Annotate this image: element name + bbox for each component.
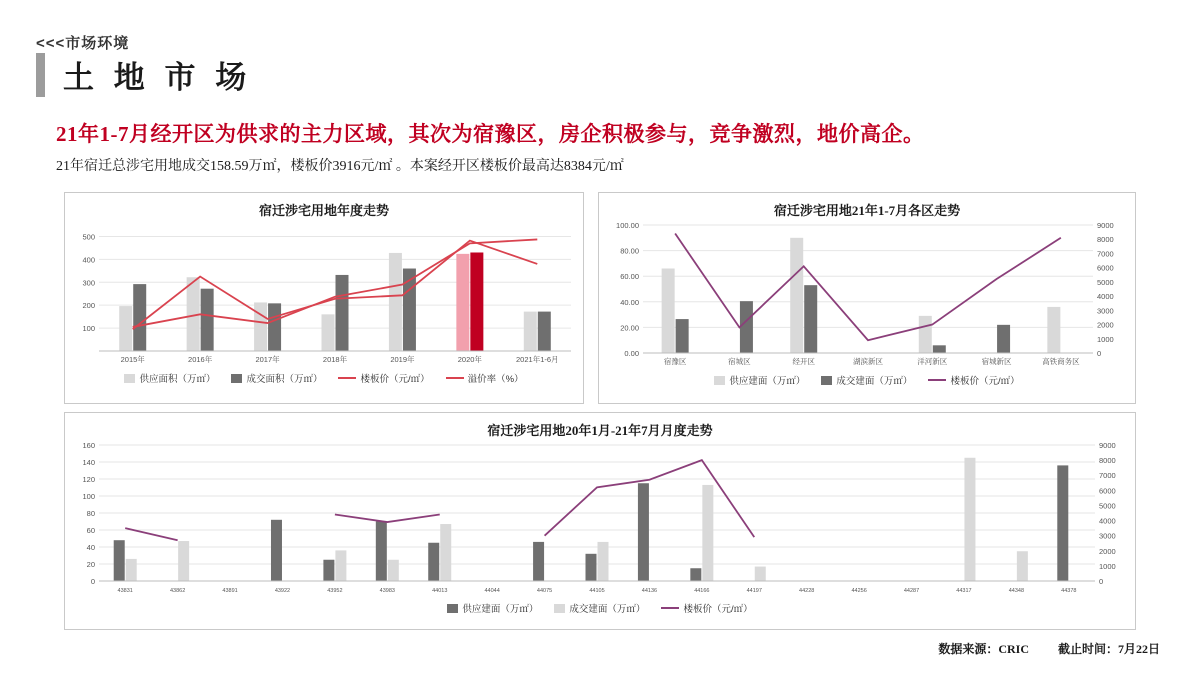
legend-label: 成交面积（万㎡）: [246, 374, 323, 385]
svg-text:44287: 44287: [903, 588, 920, 594]
bar: [538, 312, 551, 351]
svg-text:0: 0: [1099, 577, 1104, 586]
legend-item: [446, 371, 524, 385]
bar: [690, 568, 701, 581]
footer: [912, 640, 1160, 657]
svg-text:2021年1-6月: 2021年1-6月: [516, 355, 559, 364]
svg-text:44348: 44348: [1008, 588, 1025, 594]
bar: [1017, 551, 1028, 581]
legend-label: 楼板价（元/㎡）: [683, 604, 753, 615]
bar: [388, 560, 399, 581]
legend-swatch: [447, 604, 458, 613]
bar: [201, 289, 214, 351]
svg-text:20.00: 20.00: [620, 323, 639, 333]
legend-swatch: [231, 374, 242, 383]
svg-text:0.00: 0.00: [624, 349, 639, 358]
svg-text:8000: 8000: [1099, 456, 1116, 466]
svg-text:43891: 43891: [222, 588, 238, 594]
svg-text:40.00: 40.00: [620, 297, 639, 307]
svg-text:2000: 2000: [1099, 546, 1116, 556]
svg-text:2017年: 2017年: [255, 355, 280, 364]
svg-text:44136: 44136: [641, 588, 658, 594]
title-accent-bar: [36, 53, 45, 97]
legend-label: 成交建面（万㎡）: [836, 376, 913, 387]
svg-text:160: 160: [82, 441, 95, 450]
legend-label: 供应面积（万㎡）: [139, 374, 216, 385]
legend-label: 供应建面（万㎡）: [729, 376, 806, 387]
bar: [790, 238, 803, 353]
bar: [1057, 465, 1068, 581]
legend-year-trend: [65, 371, 583, 385]
bar: [456, 254, 469, 351]
series-line: [675, 234, 1061, 341]
legend-item: [338, 371, 429, 385]
svg-text:2019年: 2019年: [390, 355, 415, 364]
svg-text:洋河新区: 洋河新区: [917, 357, 948, 366]
svg-text:20: 20: [86, 560, 95, 569]
legend-item: [231, 371, 322, 385]
footer-source: 数据来源：CRIC: [938, 642, 1029, 656]
svg-text:200: 200: [82, 301, 95, 311]
chart-svg-district-trend: [599, 219, 1135, 371]
bar: [119, 306, 132, 351]
bar: [335, 550, 346, 581]
svg-text:2016年: 2016年: [188, 355, 213, 364]
legend-line-swatch: [661, 607, 679, 609]
page-title: 土 地 市 场: [63, 60, 253, 95]
series-line: [125, 460, 754, 540]
svg-text:0: 0: [1097, 349, 1102, 358]
plot-area-district: [599, 219, 1135, 371]
svg-text:44166: 44166: [694, 588, 710, 594]
legend-line-swatch: [928, 379, 946, 381]
bar: [428, 543, 439, 581]
footer-cutoff: 截止时间：7月22日: [1057, 642, 1160, 656]
bar: [676, 319, 689, 353]
bar: [598, 542, 609, 581]
bar: [336, 275, 349, 351]
svg-text:60: 60: [86, 526, 95, 535]
chart-title-district: 宿迁涉宅用地21年1-7月各区走势: [773, 203, 961, 218]
legend-label: 楼板价（元/㎡）: [360, 374, 430, 385]
svg-text:高铁商务区: 高铁商务区: [1042, 357, 1080, 366]
bar: [804, 285, 817, 353]
svg-text:44317: 44317: [956, 588, 972, 594]
bar: [919, 316, 932, 353]
breadcrumb: <<<市场环境: [36, 35, 130, 52]
bar: [702, 485, 713, 581]
svg-text:9000: 9000: [1099, 441, 1116, 450]
svg-text:100: 100: [82, 492, 95, 501]
svg-text:5000: 5000: [1097, 277, 1114, 287]
svg-text:44075: 44075: [536, 588, 553, 594]
svg-text:43831: 43831: [117, 588, 133, 594]
svg-text:9000: 9000: [1097, 221, 1114, 230]
legend-item: [554, 601, 645, 615]
chart-title-year-trend: 宿迁涉宅用地年度走势: [258, 203, 389, 218]
svg-text:400: 400: [82, 255, 95, 265]
subheadline: 21年宿迁总涉宅用地成交158.59万㎡，楼板价3916元/㎡ 。本案经开区楼板价最高达8384元/㎡: [56, 159, 624, 174]
legend-label: 楼板价（元/㎡）: [950, 376, 1020, 387]
svg-text:140: 140: [82, 458, 95, 467]
svg-text:7000: 7000: [1099, 471, 1116, 481]
chart-panel-district: [598, 192, 1136, 404]
bar: [933, 345, 946, 353]
svg-text:100.00: 100.00: [616, 221, 639, 230]
svg-text:3000: 3000: [1097, 306, 1114, 316]
bar: [662, 269, 675, 353]
page-title-group: [36, 52, 252, 97]
svg-text:80: 80: [86, 509, 95, 518]
bar: [254, 302, 267, 351]
chart-title-monthly: 宿迁涉宅用地20年1月-21年7月月度走势: [487, 423, 713, 438]
svg-text:43983: 43983: [379, 588, 395, 594]
bar: [322, 314, 335, 351]
legend-item: [124, 371, 215, 385]
legend-line-swatch: [338, 377, 356, 379]
bar: [271, 520, 282, 581]
legend-district: [599, 373, 1135, 387]
svg-text:8000: 8000: [1097, 235, 1114, 245]
svg-text:7000: 7000: [1097, 249, 1114, 259]
svg-text:44228: 44228: [799, 588, 815, 594]
headline: 21年1-7月经开区为供求的主力区域，其次为宿豫区，房企积极参与，竞争激烈，地价高企。: [56, 122, 925, 146]
svg-text:2000: 2000: [1097, 320, 1114, 330]
svg-text:120: 120: [82, 475, 95, 484]
bar: [268, 303, 281, 351]
svg-text:2018年: 2018年: [322, 355, 348, 364]
svg-text:40: 40: [86, 543, 95, 552]
svg-text:60.00: 60.00: [620, 272, 639, 282]
svg-text:100: 100: [82, 324, 95, 334]
bar: [586, 554, 597, 581]
svg-text:5000: 5000: [1099, 501, 1116, 511]
svg-text:湖滨新区: 湖滨新区: [853, 357, 883, 366]
bar: [126, 559, 137, 581]
svg-text:44013: 44013: [432, 588, 448, 594]
svg-text:44044: 44044: [484, 588, 500, 594]
svg-text:43922: 43922: [274, 588, 291, 594]
bar: [178, 541, 189, 581]
legend-label: 溢价率（%）: [467, 374, 524, 385]
svg-text:2020年: 2020年: [457, 355, 482, 364]
chart-panel-monthly: [64, 412, 1136, 630]
svg-text:宿城新区: 宿城新区: [981, 357, 1012, 366]
svg-text:6000: 6000: [1097, 263, 1114, 273]
svg-text:3000: 3000: [1099, 531, 1116, 541]
bar: [638, 483, 649, 581]
svg-text:宿城区: 宿城区: [728, 357, 751, 366]
plot-area-year-trend: [65, 219, 583, 369]
svg-text:1000: 1000: [1099, 561, 1116, 571]
legend-monthly: [65, 601, 1135, 615]
legend-item: [928, 373, 1019, 387]
bar: [997, 325, 1010, 353]
legend-label: 成交建面（万㎡）: [569, 604, 646, 615]
legend-swatch: [124, 374, 135, 383]
svg-text:300: 300: [82, 278, 95, 288]
legend-line-swatch: [446, 377, 464, 379]
bar: [376, 522, 387, 582]
svg-text:44378: 44378: [1061, 588, 1077, 594]
legend-item: [447, 601, 538, 615]
svg-text:4000: 4000: [1099, 516, 1116, 526]
legend-item: [661, 601, 752, 615]
legend-swatch: [714, 376, 725, 385]
bar: [524, 312, 537, 351]
bar: [133, 284, 146, 351]
bar: [740, 301, 753, 353]
svg-text:44197: 44197: [746, 588, 762, 594]
bar: [964, 458, 975, 581]
legend-item: [714, 373, 805, 387]
bar: [440, 524, 451, 581]
svg-text:4000: 4000: [1097, 292, 1114, 302]
svg-text:500: 500: [82, 232, 95, 242]
legend-swatch: [821, 376, 832, 385]
bar: [533, 542, 544, 581]
legend-item: [821, 373, 912, 387]
bar: [1047, 307, 1060, 353]
svg-text:44105: 44105: [589, 588, 605, 594]
legend-swatch: [554, 604, 565, 613]
svg-text:0: 0: [90, 577, 95, 586]
bar: [389, 253, 402, 351]
chart-panel-year-trend: [64, 192, 584, 404]
plot-area-monthly: [65, 439, 1135, 599]
svg-text:2015年: 2015年: [120, 355, 145, 364]
svg-text:宿豫区: 宿豫区: [663, 357, 687, 366]
svg-text:44256: 44256: [851, 588, 867, 594]
bar: [470, 252, 483, 351]
svg-text:43862: 43862: [169, 588, 186, 594]
chart-svg-year-trend: [65, 219, 583, 369]
svg-text:43952: 43952: [327, 588, 343, 594]
svg-text:80.00: 80.00: [620, 246, 639, 256]
bar: [114, 540, 125, 581]
chart-svg-month-trend: [65, 439, 1135, 599]
bar: [323, 560, 334, 581]
legend-label: 供应建面（万㎡）: [462, 604, 539, 615]
svg-text:1000: 1000: [1097, 334, 1114, 344]
svg-text:经开区: 经开区: [792, 357, 815, 366]
bar: [755, 567, 766, 581]
svg-text:6000: 6000: [1099, 486, 1116, 496]
